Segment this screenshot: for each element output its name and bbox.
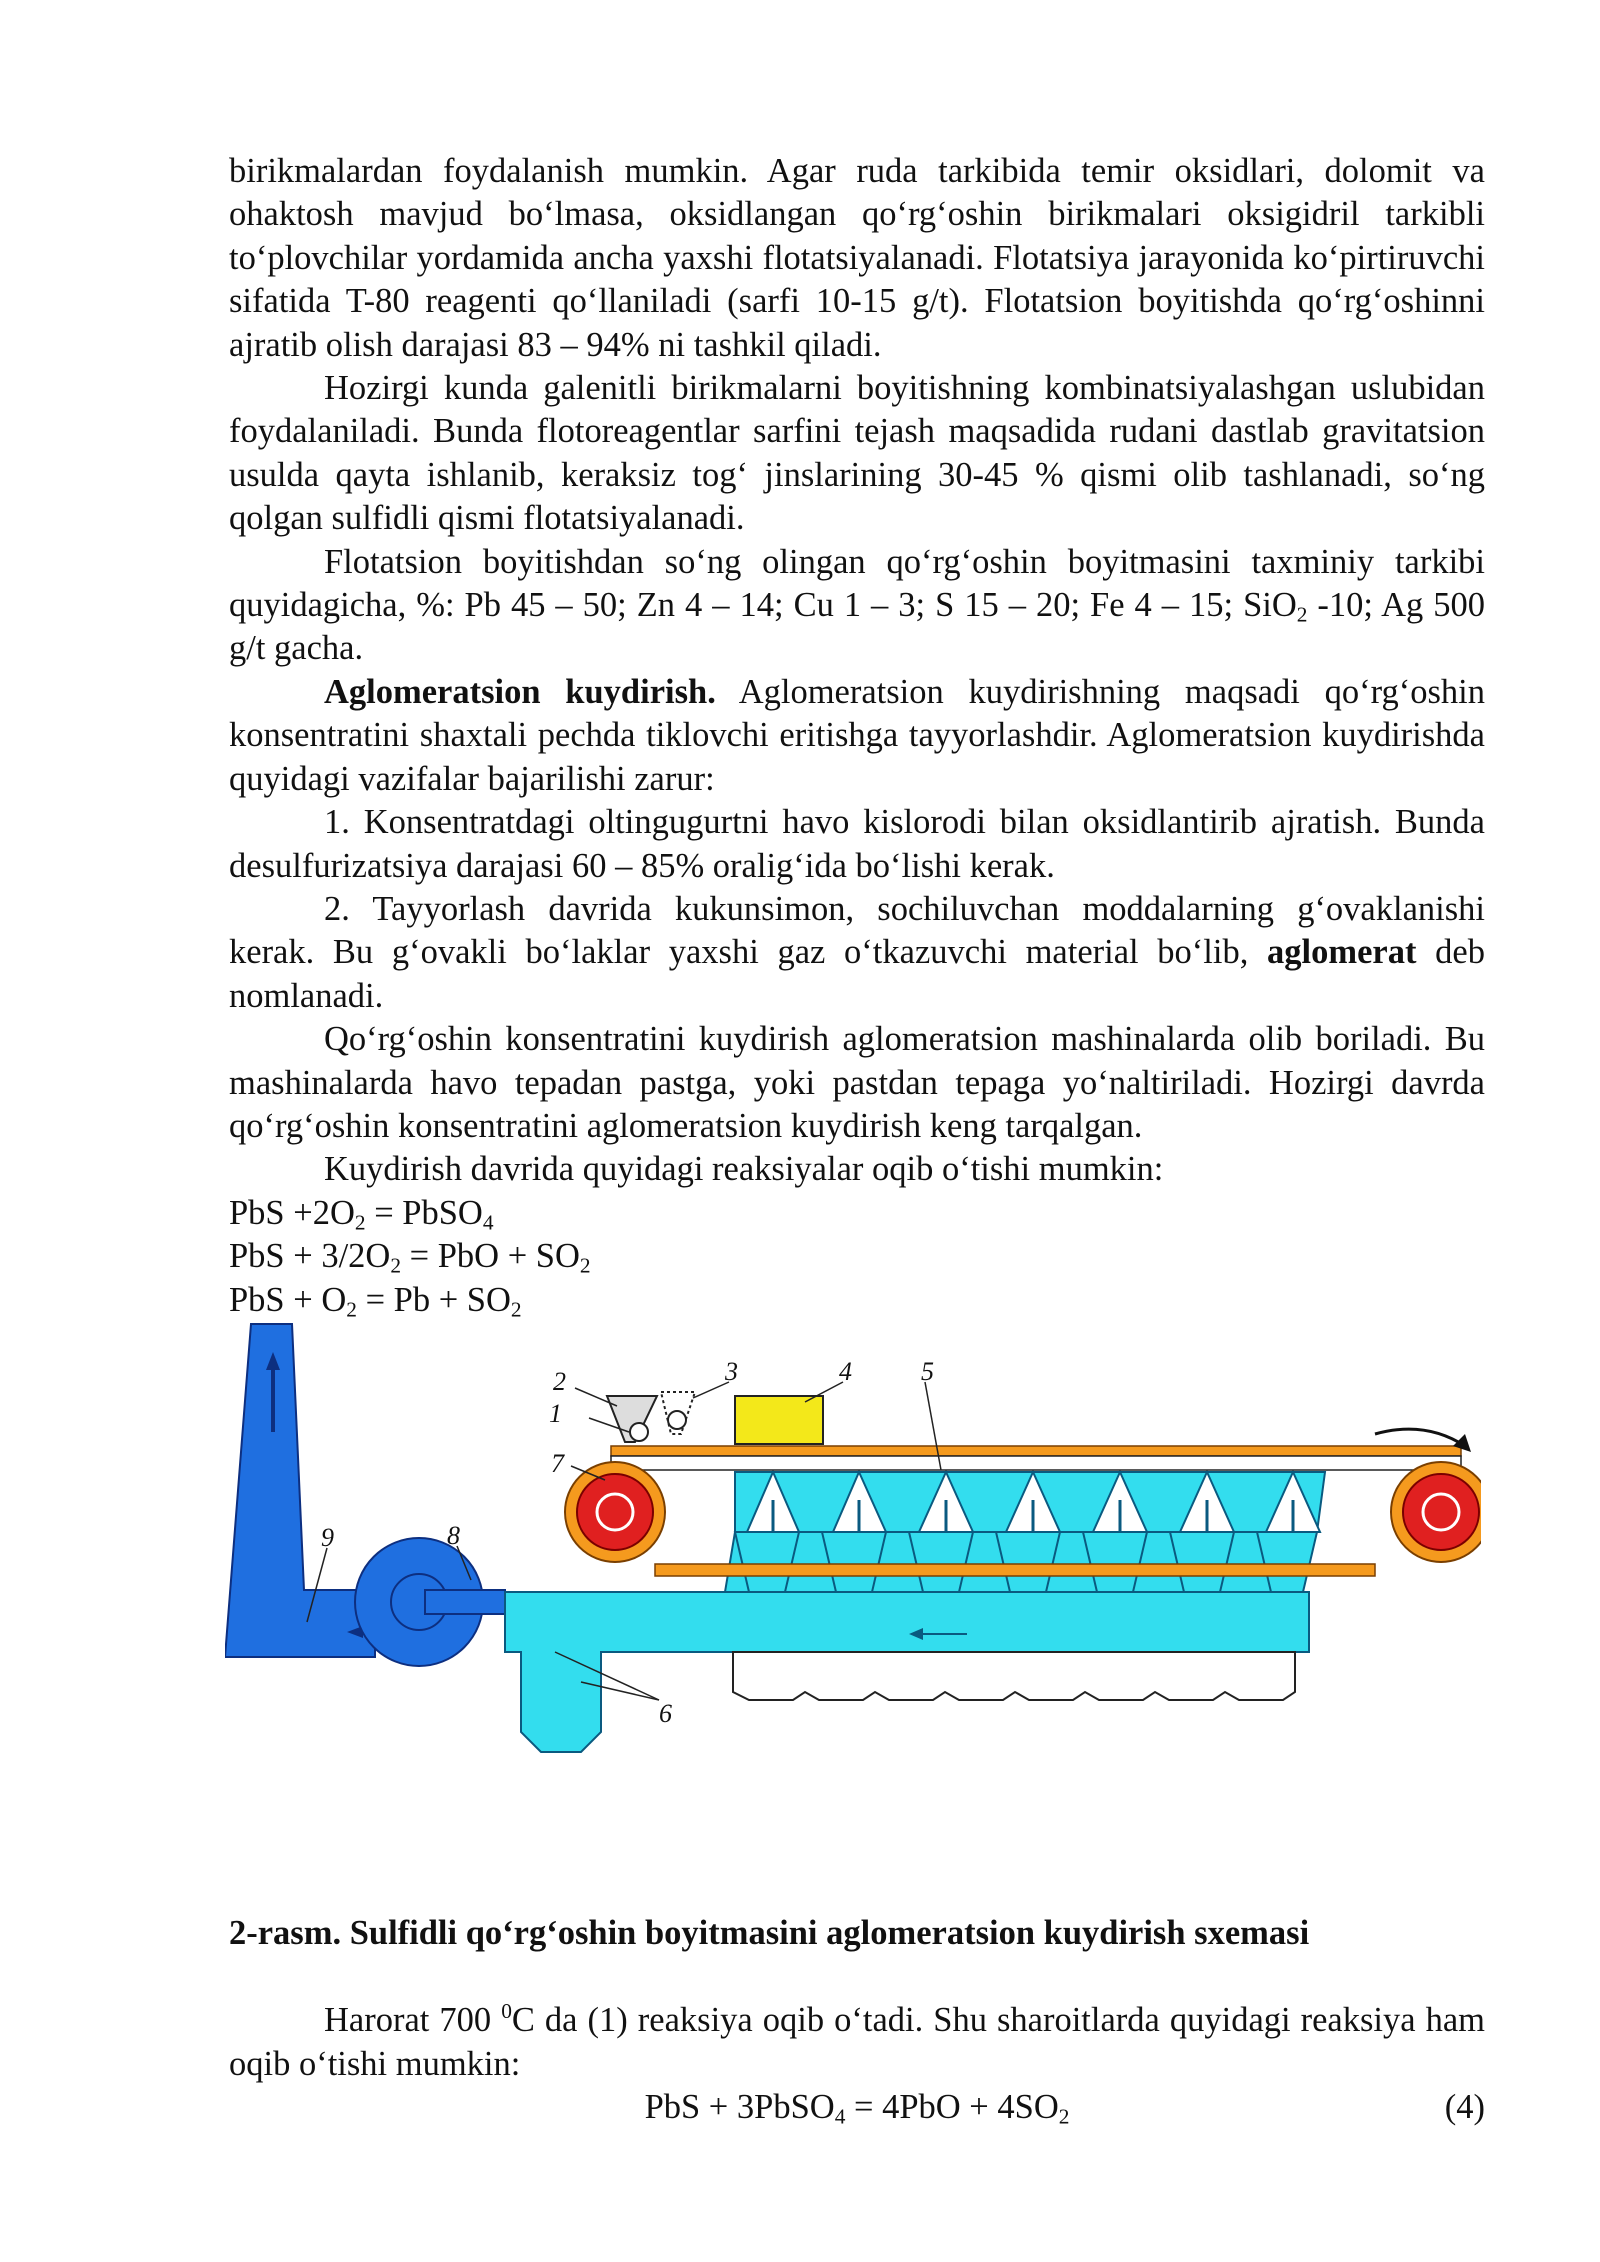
feed-roller-1: [630, 1423, 648, 1441]
label-6: 6: [659, 1698, 672, 1728]
paragraph-7: Qo‘rg‘oshin konsentratini kuydirish aglomeratsion mashinalarda olib boriladi. Bu mashinalarda havo tepadan pastga, yoki pastdan tepaga yo‘naltiriladi. Hozirgi davrda qo‘rg‘oshin konsentratini aglomeratsion kuydirish keng tarqalgan.: [229, 1020, 1485, 1145]
right-drive-wheel: [1403, 1474, 1479, 1550]
figure-caption: 2-rasm. Sulfidli qo‘rg‘oshin boyitmasini aglomeratsion kuydirish sxemasi: [229, 1913, 1310, 1952]
chimney-shape: [225, 1324, 375, 1657]
paragraph-2: Hozirgi kunda galenitli birikmalarni boyitishning kombinatsiyalashgan uslubidan foydalaniladi. Bunda flotoreagentlar sarfini tejash maqsadida rudani dastlab gravitatsion usulda qayta ishlanib, keraksiz tog‘ jinslarining 30-45 % qismi olib tashlanadi, so‘ng qolgan sulfidli qismi flotatsiyalanadi.: [229, 369, 1485, 538]
fan-outlet-shape: [425, 1590, 505, 1614]
pallet-return-belt: [655, 1564, 1375, 1576]
label-7: 7: [551, 1448, 564, 1478]
left-drive-wheel: [577, 1474, 653, 1550]
spacer: [229, 1955, 1485, 1999]
paragraph-1: birikmalardan foydalanish mumkin. Agar ruda tarkibida temir oksidlari, dolomit va ohaktosh mavjud bo‘lmasa, oksidlangan qo‘rg‘oshin birikmalari oksigidril tarkibli to‘plovchilar yordamida ancha yaxshi flotatsiyalanadi. Flotatsiya jarayonida ko‘pirtiruvchi sifatida T-80 reagenti qo‘llaniladi (sarfi 10-15 g/t). Flotatsion boyitishda qo‘rg‘oshinni ajratib olish darajasi 83 – 94% ni tashkil qiladi.: [229, 152, 1485, 364]
equation-4: PbS + 3PbSO$_4$ = $4PbO + 4SO_2$ (4): [644, 2088, 1485, 2129]
label-5: 5: [921, 1356, 934, 1386]
paragraph-9: Harorat 700 $^0$C da (1) reaksiya oqib o‘tadi. Shu sharoitlarda quyidagi reaksiya ham oqib o‘tishi mumkin:: [229, 1999, 1486, 2083]
pallet-chain-top: [611, 1456, 1461, 1470]
paragraph-8: Kuydirish davrida quyidagi reaksiyalar oqib o‘tishi mumkin:: [324, 1150, 1164, 1189]
label-1: 1: [549, 1398, 562, 1428]
equation-1: PbS $+2O_2$ = PbSO$_4$: [229, 1193, 494, 1235]
sintering-machine-diagram: [225, 1322, 1481, 1912]
equation-3: PbS + $O_2 = Pb + SO_2$: [229, 1280, 522, 1321]
section-heading: Aglomeratsion kuydirish.: [324, 672, 716, 711]
label-2: 2: [553, 1366, 566, 1396]
label-9: 9: [321, 1522, 334, 1552]
diagram-svg: [225, 1322, 1481, 1912]
equation-number: (4): [1444, 2088, 1485, 2127]
label-4: 4: [839, 1356, 852, 1386]
feed-roller-2: [668, 1411, 686, 1429]
paragraph-3: Flotatsion boyitishdan so‘ng olingan qo‘rg‘oshin boyitmasini taxminiy tarkibi quyidagicha, %: Pb 45 – 50; Zn 4 – 14; Cu 1 – 3; S 15 – 20; Fe 4 – 15; SiO$_2$ -10; Ag 500 g/t gacha.: [229, 542, 1485, 668]
document-page: [229, 150, 1485, 2130]
ignition-furnace: [735, 1396, 823, 1444]
label-8: 8: [447, 1520, 460, 1550]
equation-2: PbS + $3/2O_2$ = PbO + $SO_2$: [229, 1237, 591, 1278]
paragraph-5: 1. Konsentratdagi oltingugurtni havo kislorodi bilan oksidlantirib ajratish. Bunda desulfurizatsiya darajasi 60 – 85% oralig‘ida bo‘lishi kerak.: [229, 803, 1485, 885]
dust-hoppers: [733, 1652, 1295, 1700]
rotation-arrow-icon: [1375, 1429, 1465, 1446]
paragraph-4: Aglomeratsion kuydirish. Aglomeratsion kuydirishning maqsadi qo‘rg‘oshin konsentratini shaxtali pechda tiklovchi eritishga tayyorlashdir. Aglomeratsion kuydirishda quyidagi vazifalar bajarilishi zarur:: [229, 672, 1485, 798]
sinter-bed-top: [611, 1446, 1461, 1456]
paragraph-6: 2. Tayyorlash davrida kukunsimon, sochiluvchan moddalarning g‘ovaklanishi kerak. Bu g‘ovakli bo‘laklar yaxshi gaz o‘tkazuvchi material bo‘lib, aglomerat deb nomlanadi.: [229, 889, 1485, 1015]
label-3: 3: [725, 1356, 738, 1386]
